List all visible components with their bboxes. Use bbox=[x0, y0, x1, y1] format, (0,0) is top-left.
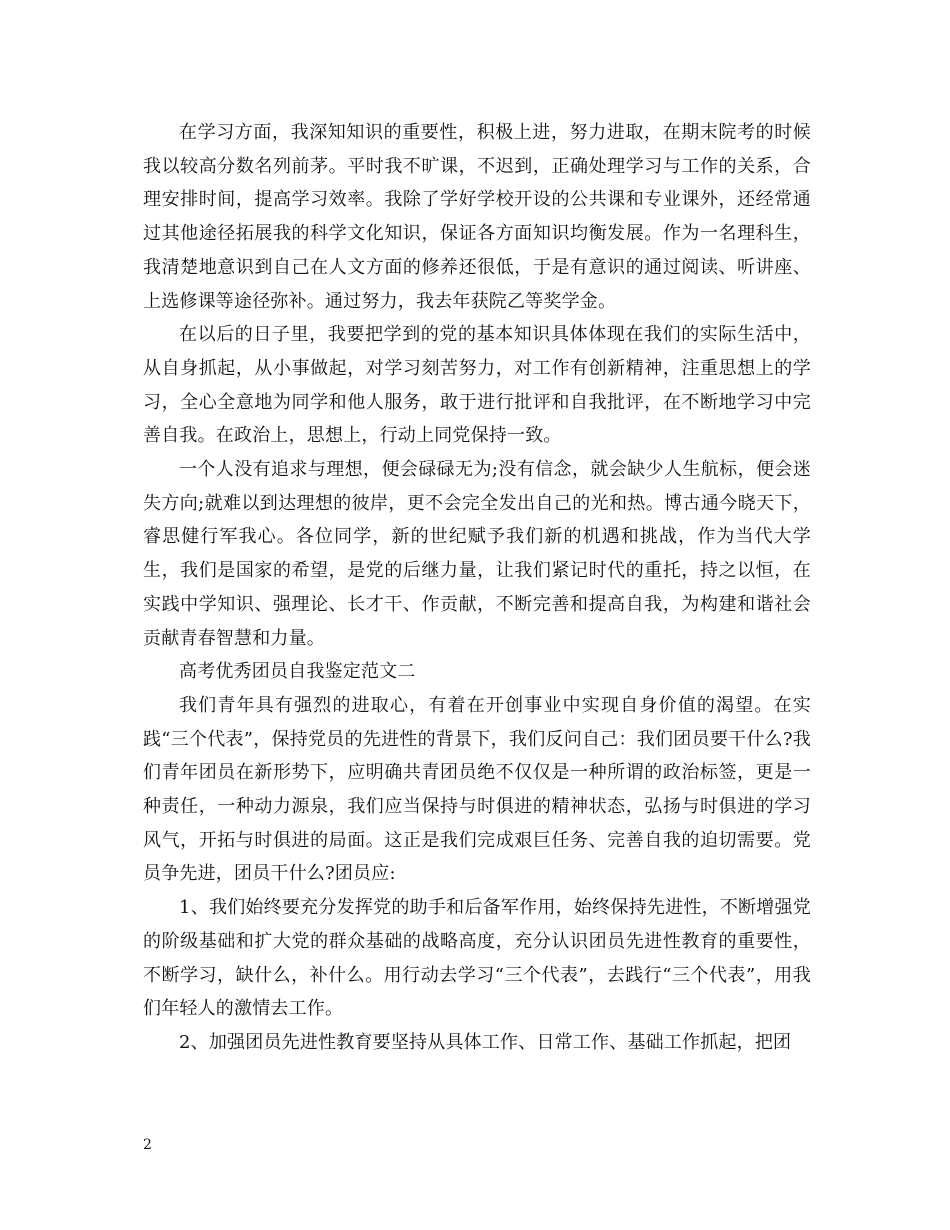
paragraph-youth: 我们青年具有强烈的进取心，有着在开创事业中实现自身价值的渴望。在实践“三个代表”，保持党员的先进性的背景下，我们反问自己：我们团员要干什么?我们青年团员在新形势下，应明确共青团员绝不仅仅是一种所谓的政治标签，更是一种责任，一种动力源泉，我们应当保持与时俱进的精神状态，弘扬与时俱进的学习风气，开拓与时俱进的局面。这正是我们完成艰巨任务、完善自我的迫切需要。党员争先进，团员干什么?团员应: bbox=[143, 694, 811, 885]
paragraph-study: 在学习方面，我深知知识的重要性，积极上进，努力进取，在期末院考的时候我以较高分数名列前茅。平时我不旷课，不迟到，正确处理学习与工作的关系，合理安排时间，提高学习效率。我除了学好学校开设的公共课和专业课外，还经常通过其他途径拓展我的科学文化知识，保证各方面知识均衡发展。作为一名理科生，我清楚地意识到自己在人文方面的修养还很低，于是有意识的通过阅读、听讲座、上选修课等途径弥补。通过努力，我去年获院乙等奖学金。 bbox=[143, 122, 811, 312]
paragraph-future: 在以后的日子里，我要把学到的党的基本知识具体体现在我们的实际生活中，从自身抓起，从小事做起，对学习刻苦努力，对工作有创新精神，注重思想上的学习，全心全意地为同学和他人服务，敢于进行批评和自我批评，在不断地学习中完善自我。在政治上，思想上，行动上同党保持一致。 bbox=[143, 324, 811, 447]
body-text bbox=[143, 116, 811, 1060]
list-item-1: 1、我们始终要充分发挥党的助手和后备军作用，始终保持先进性，不断增强党的阶级基础和扩大党的群众基础的战略高度，充分认识团员先进性教育的重要性，不断学习，缺什么，补什么。用行动去学习“三个代表”，去践行“三个代表”，用我们年轻人的激情去工作。 bbox=[143, 897, 811, 1020]
list-item-2: 2、加强团员先进性教育要坚持从具体工作、日常工作、基础工作抓起，把团 bbox=[179, 1031, 792, 1053]
page-number: 2 bbox=[143, 1137, 152, 1153]
paragraph-ideals: 一个人没有追求与理想，便会碌碌无为;没有信念，就会缺少人生航标，便会迷失方向;就难以到达理想的彼岸，更不会完全发出自己的光和热。博古通今晓天下，睿思健行军我心。各位同学，新的世纪赋予我们新的机遇和挑战，作为当代大学生，我们是国家的希望，是党的后继力量，让我们紧记时代的重托，持之以恒，在实践中学知识、强理论、长才干、作贡献，不断完善和提高自我，为构建和谐社会贡献青春智慧和力量。 bbox=[143, 459, 811, 649]
section-heading: 高考优秀团员自我鉴定范文二 bbox=[179, 661, 416, 683]
